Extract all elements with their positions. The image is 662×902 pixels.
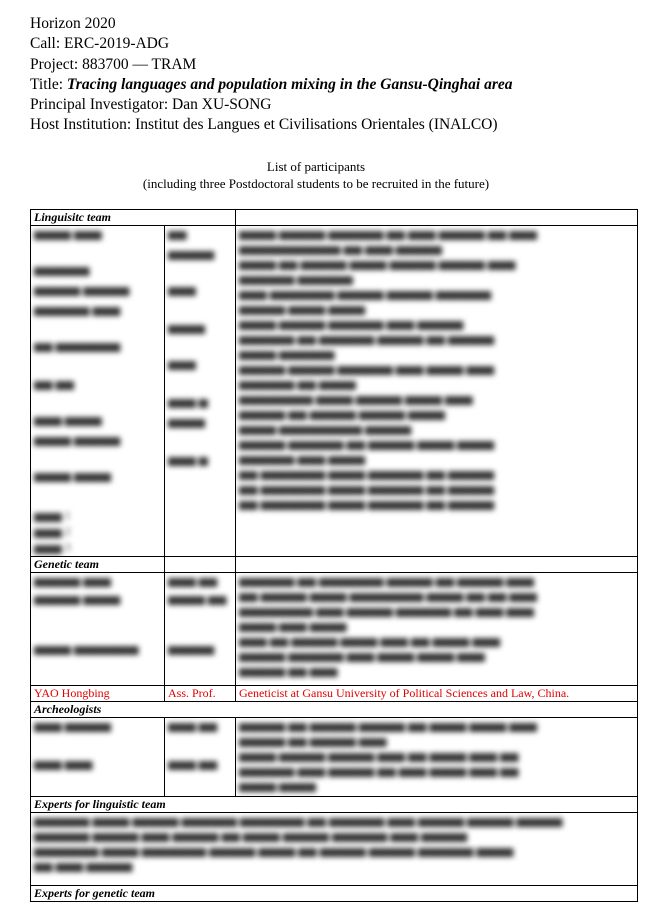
- project-title: Tracing languages and population mixing in the Gansu-Qinghai area: [66, 75, 513, 93]
- title-line: [30, 75, 650, 95]
- section-row-archeologists: [31, 702, 638, 718]
- participant-description: Geneticist at Gansu University of Political Sciences and Law, China.: [236, 686, 638, 702]
- participant-row-yao: [31, 686, 638, 702]
- redacted-text: ▅▅▅▅▅ ▅▅ ▅▅▅▅▅ ▅▅▅▅▅ ▅▅ ▅▅▅▅ ▅▅▅▅ ▅▅▅ ▅▅▅▅▅ ▅▅ ▅▅▅▅▅ ▅▅▅ ▅▅▅▅ ▅▅▅▅▅ ▅▅▅▅▅ ▅▅▅ ▅▅ ▅▅▅▅ ▅▅▅ ▅▅ ▅▅▅▅▅▅ ▅▅▅ ▅▅▅▅▅ ▅▅ ▅▅▅ ▅▅▅▅ ▅▅▅ ▅▅ ▅▅▅▅ ▅▅▅▅: [239, 718, 537, 792]
- redacted-text: ▅▅▅▅▅ ▅▅▅ ▅▅▅▅▅ ▅▅▅▅ ▅▅▅▅ ▅▅▅▅▅▅▅: [34, 573, 139, 655]
- title-label: Title:: [30, 75, 67, 93]
- redacted-row: [31, 226, 638, 557]
- redacted-text: ▅▅▅▅ ▅▅▅ ▅▅▅▅▅▅ ▅▅▅▅▅ ▅▅▅▅▅ ▅▅▅▅▅▅ ▅▅▅ ▅▅ ▅▅▅▅▅▅▅ ▅▅ ▅▅ ▅▅▅ ▅▅▅▅ ▅▅▅▅ ▅▅▅▅▅ ▅▅▅▅ ▅▅▅▅ ▅▅▅ 1 ▅▅▅ 2 ▅▅▅ 3: [34, 226, 130, 554]
- redacted-text: ▅▅▅▅ ▅▅▅▅▅ ▅▅▅▅▅▅ ▅▅ ▅▅▅ ▅▅▅▅▅ ▅▅ ▅▅▅ ▅▅▅▅▅▅▅▅▅▅▅ ▅▅ ▅▅▅ ▅▅▅▅▅ ▅▅▅▅ ▅▅ ▅▅▅▅▅ ▅▅▅▅ ▅▅▅▅▅ ▅▅▅▅▅ ▅▅▅ ▅▅▅▅▅▅ ▅▅▅▅▅▅ ▅▅▅ ▅▅▅▅▅▅▅ ▅▅▅▅▅ ▅▅▅▅▅ ▅▅▅▅▅▅ ▅▅▅▅▅ ▅▅▅▅ ▅▅▅▅ ▅▅▅▅ ▅▅▅▅▅ ▅▅▅▅▅▅ ▅▅▅ ▅▅▅▅▅ ▅▅▅▅▅▅ ▅▅ ▅▅▅▅▅▅ ▅▅▅▅▅ ▅▅ ▅▅▅▅▅ ▅▅▅▅ ▅▅▅▅▅▅ ▅▅▅▅▅ ▅▅▅▅▅ ▅▅▅▅▅▅ ▅▅▅ ▅▅▅▅ ▅▅▅ ▅▅▅▅▅▅ ▅▅ ▅▅▅▅ ▅▅▅▅▅▅▅▅ ▅▅▅▅ ▅▅▅▅▅ ▅▅▅▅ ▅▅▅ ▅▅▅▅▅ ▅▅ ▅▅▅▅▅ ▅▅▅▅▅ ▅▅▅▅ ▅▅▅▅ ▅▅▅▅▅▅▅▅▅ ▅▅▅▅▅ ▅▅▅▅▅ ▅▅▅▅▅▅ ▅▅ ▅▅▅▅▅ ▅▅▅▅ ▅▅▅▅ ▅▅▅▅▅▅ ▅▅▅ ▅▅▅▅ ▅▅ ▅▅▅▅▅▅▅ ▅▅▅▅ ▅▅▅▅▅▅ ▅▅ ▅▅▅▅▅ ▅▅ ▅▅▅▅▅▅▅ ▅▅▅▅ ▅▅▅▅▅▅ ▅▅ ▅▅▅▅▅ ▅▅ ▅▅▅▅▅▅▅ ▅▅▅▅ ▅▅▅▅▅▅ ▅▅ ▅▅▅▅▅: [239, 226, 537, 510]
- project-line: Project: 883700 — TRAM: [30, 55, 197, 73]
- redacted-positions: [165, 573, 236, 686]
- redacted-descriptions: [236, 226, 638, 557]
- redacted-row: [31, 718, 638, 797]
- participants-caption: List of participants: [266, 159, 366, 174]
- redacted-names: [31, 573, 165, 686]
- section-linguistic: Linguisitc team: [31, 210, 236, 226]
- participant-name: YAO Hongbing: [31, 686, 165, 702]
- participant-position: Ass. Prof.: [165, 686, 236, 702]
- redacted-descriptions: [236, 718, 638, 797]
- redacted-positions: [165, 226, 236, 557]
- section-row-genetic: [31, 557, 638, 573]
- section-genetic: Genetic team: [31, 557, 165, 573]
- section-row-experts-linguistic: [31, 797, 638, 813]
- redacted-text: ▅▅▅ ▅▅ ▅▅▅ ▅▅: [168, 718, 218, 770]
- participants-table: [30, 209, 638, 902]
- host-line: Host Institution: Institut des Langues et Civilisations Orientales (INALCO): [30, 116, 498, 134]
- call-line: Call: ERC-2019-ADG: [30, 35, 170, 53]
- redacted-text: ▅▅▅ ▅▅ ▅▅▅▅ ▅▅ ▅▅▅▅▅: [168, 573, 227, 655]
- redacted-text: ▅▅▅▅▅▅ ▅▅ ▅▅▅▅▅▅▅ ▅▅▅▅▅ ▅▅ ▅▅▅▅▅ ▅▅▅ ▅▅ ▅▅▅▅▅ ▅▅▅▅ ▅▅▅▅▅▅▅▅ ▅▅▅▅ ▅▅ ▅▅ ▅▅▅ ▅▅▅▅▅▅▅▅ ▅▅▅ ▅▅▅▅▅ ▅▅▅▅▅▅ ▅▅ ▅▅▅ ▅▅▅ ▅▅▅▅ ▅▅▅ ▅▅▅▅ ▅▅▅ ▅▅ ▅▅▅▅▅ ▅▅▅▅ ▅▅▅ ▅▅ ▅▅▅▅ ▅▅▅ ▅▅▅▅▅ ▅▅▅▅▅▅ ▅▅▅ ▅▅▅▅ ▅▅▅▅ ▅▅▅ ▅▅▅▅▅ ▅▅ ▅▅▅: [239, 573, 537, 677]
- section-row-linguistic: [31, 210, 638, 226]
- redacted-names: [31, 226, 165, 557]
- section-experts-genetic: Experts for genetic team: [31, 886, 638, 902]
- redacted-positions: [165, 718, 236, 797]
- redacted-text: ▅▅▅▅▅▅ ▅▅▅▅ ▅▅▅▅▅ ▅▅▅▅▅▅ ▅▅▅▅▅▅▅ ▅▅ ▅▅▅▅▅▅ ▅▅▅ ▅▅▅▅▅ ▅▅▅▅▅ ▅▅▅▅▅ ▅▅▅▅▅▅ ▅▅▅▅▅ ▅▅▅ ▅▅▅▅▅ ▅▅ ▅▅▅▅ ▅▅▅▅▅ ▅▅▅▅▅▅ ▅▅▅ ▅▅▅▅▅ ▅▅▅▅▅▅▅ ▅▅▅▅ ▅▅▅▅▅▅▅ ▅▅▅▅▅ ▅▅▅▅ ▅▅ ▅▅▅▅▅ ▅▅▅▅▅ ▅▅▅▅▅▅ ▅▅▅▅ ▅▅ ▅▅▅ ▅▅▅▅▅: [34, 813, 563, 872]
- program-line: Horizon 2020: [30, 15, 116, 32]
- redacted-descriptions: [236, 573, 638, 686]
- section-row-experts-genetic: [31, 886, 638, 902]
- redacted-names: [31, 718, 165, 797]
- participants-subcaption: (including three Postdoctoral students to be recruited in the future): [142, 176, 490, 191]
- redacted-text: ▅▅ ▅▅▅▅▅ ▅▅▅ ▅▅▅▅ ▅▅▅ ▅▅▅ ▅ ▅▅▅▅ ▅▅▅ ▅: [168, 226, 215, 466]
- section-archeologists: Archeologists: [31, 702, 638, 718]
- redacted-experts: [31, 813, 638, 886]
- pi-line: Principal Investigator: Dan XU-SONG: [30, 96, 272, 114]
- redacted-row: [31, 813, 638, 886]
- redacted-text: ▅▅▅ ▅▅▅▅▅ ▅▅▅ ▅▅▅: [34, 718, 111, 770]
- redacted-row: [31, 573, 638, 686]
- section-experts-linguistic: Experts for linguistic team: [31, 797, 638, 813]
- document-header: [30, 14, 650, 136]
